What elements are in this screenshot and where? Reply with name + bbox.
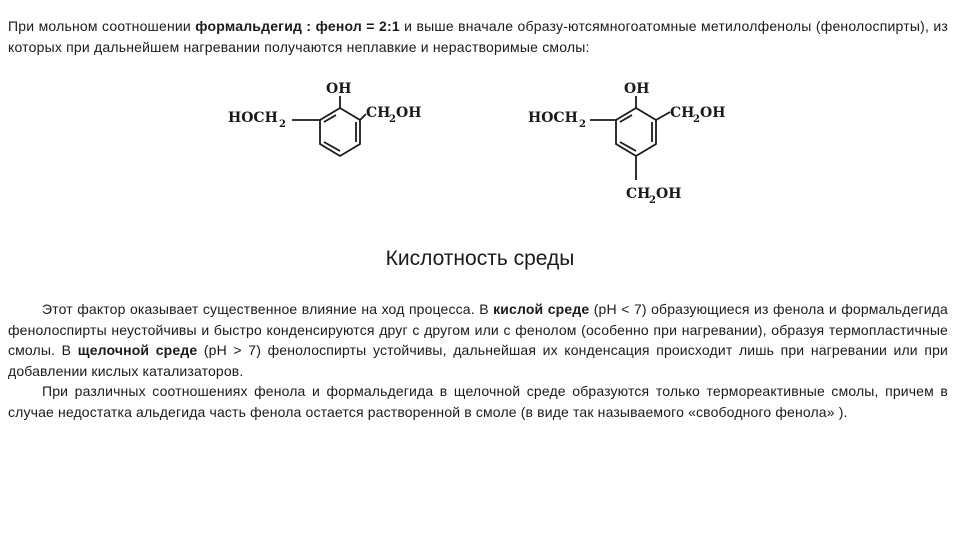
paragraph-text: (рН < 7) образующиеся из фенола и формальдегида фенолоспирты неустойчивы и быстро конденсируются друг с другом или с фенолом (особенно при нагревании), образуя термопластичные смолы. В <box>8 301 948 358</box>
ch2oh-label-end: OH <box>700 105 726 121</box>
benzene-ring <box>616 108 656 156</box>
alkaline-medium-bold: щелочной среде <box>77 342 198 358</box>
benzene-ring <box>320 108 360 156</box>
bottom-ch2oh-label-end: OH <box>656 186 682 202</box>
section-heading: Кислотность среды <box>385 247 575 270</box>
hoch2-subscript: 2 <box>579 119 586 130</box>
paragraph-text: (рН > 7) фенолоспирты устойчивы, дальнейшая их конденсация происходит лишь при нагревании или при добавлении кислых катализаторов. <box>8 342 948 379</box>
ch2oh-label: CH <box>366 105 391 121</box>
ring-double-bond <box>324 142 340 151</box>
structure-dimethylolphenol <box>220 80 450 180</box>
intro-text-cont: и выше вначале образу-ютсямногоатомные метилолфенолы (фенолоспирты), из которых при дальнейшем нагревании получаются неплавкие и нерастворимые смолы: <box>8 18 949 55</box>
hoch2-subscript: 2 <box>279 119 286 130</box>
intro-paragraph <box>8 16 948 57</box>
acidic-medium-bold: кислой среде <box>493 301 590 317</box>
intro-text: При мольном соотношении <box>8 18 196 34</box>
intro-ratio-bold: формальдегид : фенол = 2:1 <box>195 18 400 34</box>
bond-right <box>656 112 670 120</box>
bottom-ch2oh-subscript: 2 <box>649 195 656 206</box>
oh-label: OH <box>624 81 650 97</box>
paragraph-ratios: При различных соотношениях фенола и формальдегида в щелочной среде образуются только термореактивные смолы, причем в случае недостатка альдегида часть фенола остается растворенной в смоле (в виде так называемого «свободного фенола» ). <box>8 383 948 420</box>
ch2oh-subscript: 2 <box>389 114 396 125</box>
structure-trimethylolphenol <box>528 80 758 210</box>
ch2oh-label: CH <box>670 105 695 121</box>
bottom-ch2oh-label: CH <box>626 186 651 202</box>
oh-label: OH <box>326 81 352 97</box>
hoch2-label: HOCH <box>228 110 278 126</box>
ch2oh-subscript: 2 <box>693 114 700 125</box>
paragraph-acidity <box>8 299 948 381</box>
ch2oh-label-end: OH <box>396 105 422 121</box>
body-text <box>8 299 948 422</box>
ring-double-bond <box>620 142 636 151</box>
paragraph-text: Этот фактор оказывает существенное влияние на ход процесса. В <box>42 301 494 317</box>
hoch2-label: HOCH <box>528 110 578 126</box>
